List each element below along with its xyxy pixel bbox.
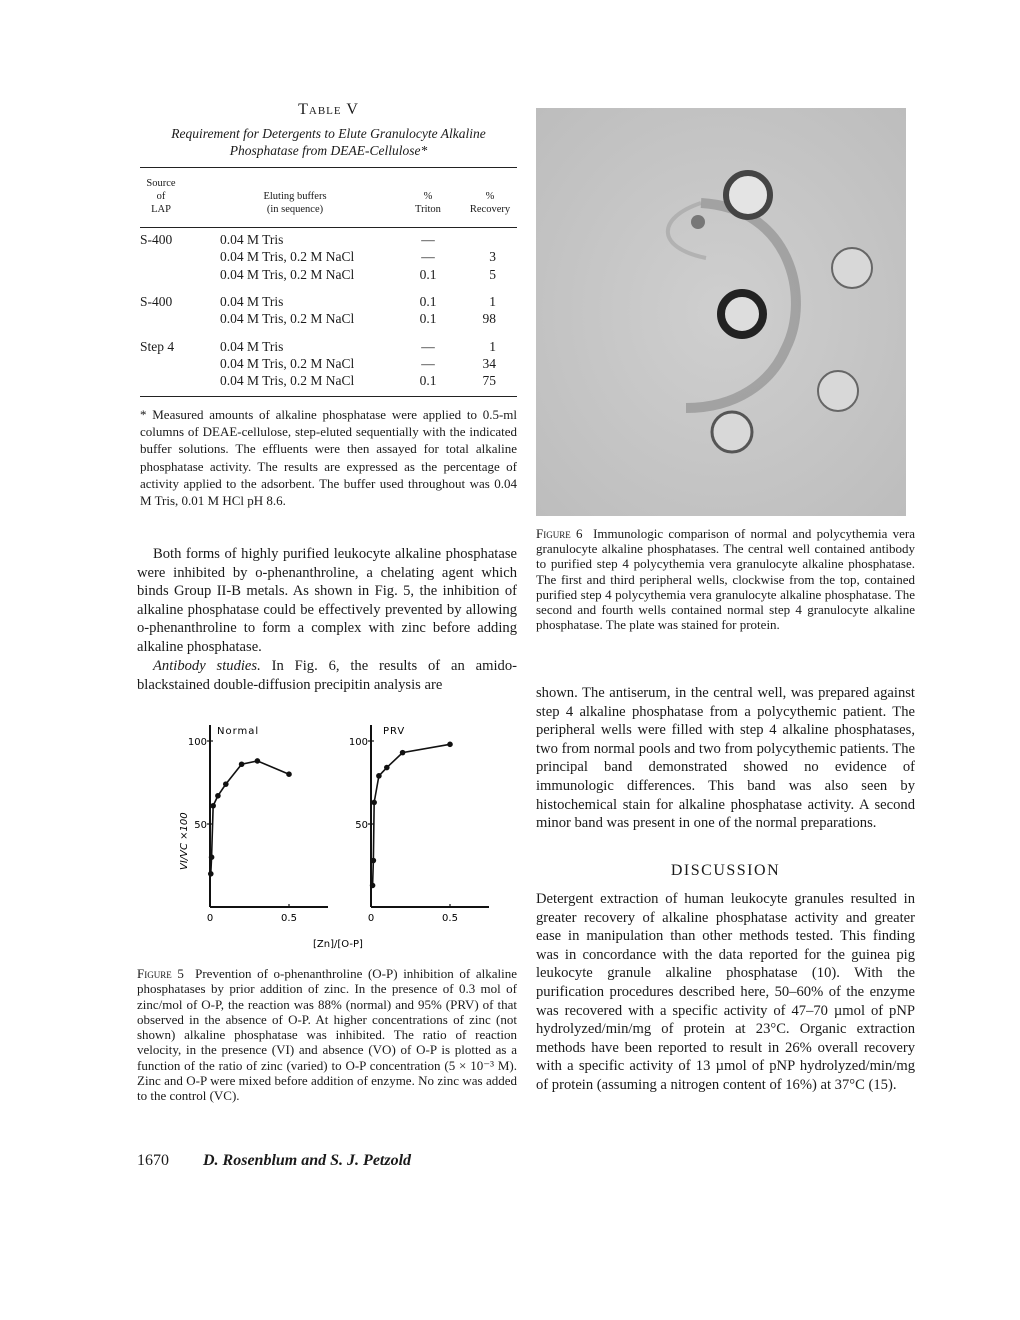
figure-label: Figure 6 (536, 526, 583, 541)
section-run-in-heading: Antibody studies. (153, 658, 261, 674)
header-text: Eluting buffers (263, 191, 327, 202)
data-point (223, 781, 229, 787)
data-point (371, 800, 377, 806)
cell-buffer: 0.04 M Tris, 0.2 M NaCl (220, 311, 355, 327)
data-point (286, 771, 292, 777)
cell-buffer: 0.04 M Tris, 0.2 M NaCl (220, 355, 355, 371)
header-text: % (485, 191, 495, 202)
cell-triton: 0.1 (419, 266, 437, 282)
cell-triton: — (421, 338, 435, 354)
data-point (210, 803, 216, 809)
data-point (215, 793, 221, 799)
x-tick-label: 0 (206, 913, 214, 924)
table-caption-line: Phosphatase from DEAE-Cellulose* (229, 143, 428, 158)
cell-recovery: 98 (482, 311, 496, 327)
cell-recovery: 5 (489, 266, 496, 282)
paragraph: Both forms of highly purified leukocyte alkaline phosphatase were inhibited by o-phenanthroline, a chelating agent which binds Group II-B metals. As shown in Fig. 5, the inhibition of alkaline phosphatase could be effectively prevented by allowing o-phenanthroline to form a complex with zinc before adding alkaline phosphatase. (137, 546, 517, 655)
figure-label: Figure 5 (137, 966, 184, 981)
cell-buffer: 0.04 M Tris (220, 293, 284, 309)
header-text: of (156, 191, 166, 202)
cell-triton: — (421, 232, 435, 247)
x-tick-label: 0 (367, 913, 375, 924)
figure-6-photo (536, 108, 906, 516)
cell-buffer: 0.04 M Tris, 0.2 M NaCl (220, 373, 355, 389)
well-small-spot (691, 215, 705, 229)
data-point (447, 742, 453, 748)
cell-recovery: 75 (482, 373, 496, 389)
data-point (400, 750, 406, 756)
header-text: LAP (151, 204, 171, 215)
x-tick-label: 0.5 (442, 913, 458, 924)
y-axis-label: VI/VC ×100 (179, 812, 190, 870)
panel-title: PRV (383, 726, 406, 737)
data-point (376, 773, 382, 779)
header-text: % (423, 191, 433, 202)
data-point (370, 883, 376, 889)
y-tick-label: 50 (194, 820, 207, 831)
well-lower-right (818, 371, 858, 411)
series-line (373, 744, 450, 885)
caption-text: Immunologic comparison of normal and polycythemia vera granulocyte alkaline phosphatases. The central well contained antibody to purified step 4 polycythemia vera granulocyte alkaline phosphatase. The first and third peripheral wells, clockwise from the top, contained purified step 4 polycythemia vera granulocyte alkaline phosphatase. The second and fourth wells contained normal step 4 granulocyte alkaline phosphatase. The plate was stained for protein. (536, 526, 916, 633)
y-tick-label: 50 (355, 820, 368, 831)
header-text: (in sequence) (266, 204, 324, 215)
cell-triton: — (421, 355, 435, 371)
cell-buffer: 0.04 M Tris, 0.2 M NaCl (220, 266, 355, 282)
well-right (832, 248, 872, 288)
cell-buffer: 0.04 M Tris, 0.2 M NaCl (220, 249, 355, 265)
cell-triton: — (421, 249, 435, 265)
header-text: Source (146, 178, 176, 189)
cell-recovery: 1 (489, 338, 496, 354)
data-point (209, 854, 215, 860)
cell-source: S-400 (140, 232, 173, 247)
data-point (208, 871, 214, 877)
caption-text: Prevention of o-phenanthroline (O-P) inhibition of alkaline phosphatases by prior addition of zinc. In the presence of 0.3 mol of zinc/mol of O-P, the reaction was 88% (normal) and 95% (PRV) of that observed in the absence of O-P. At higher concentrations of zinc (not shown) alkaline phosphatase was inhibited. The ratio of reaction velocity, in the presence (VI) and absence (VO) of O-P is plotted as a function of the ratio of zinc (varied) to O-P concentration (5 × 10⁻³ M). Zinc and O-P were mixed before addition of enzyme. No zinc was added to the control (VC). (137, 966, 517, 1104)
table-caption-line: Requirement for Detergents to Elute Granulocyte Alkaline (171, 126, 486, 141)
cell-recovery: 34 (482, 355, 496, 371)
cell-recovery: 1 (489, 293, 496, 309)
paragraph-text: In Fig. 6, the results of an amido-blackstained double-diffusion precipitin analysis are (137, 658, 517, 693)
cell-buffer: 0.04 M Tris (220, 232, 284, 247)
series-line (211, 761, 289, 874)
cell-source: Step 4 (140, 338, 175, 354)
data-point (384, 765, 390, 771)
paragraph: Detergent extraction of human leukocyte granules resulted in greater recovery of alkaline phosphatase activity and greater ease in manipulation than other methods tested. This finding was in concordance with the data reported for the guinea pig leukocyte granule alkaline phosphatase (10). With the purification procedures described here, 50–60% of the enzyme was recovered with a specific activity of 47–70 µmol of pNP hydrolyzed/min/mg of protein at 23°C. Organic extraction methods have been reported to result in 26% overall recovery with a specific activity of 13 µmol of pNP hydrolyzed/min/mg of protein (assuming a nitrogen content of 16%) at 37°C (15). (536, 891, 915, 1093)
table-title: Table V (298, 101, 359, 118)
cell-triton: 0.1 (419, 311, 437, 327)
table-footnote: * Measured amounts of alkaline phosphatase were applied to 0.5-ml columns of DEAE-cellulose, step-eluted sequentially with the indicated buffer solutions. The effluents were then assayed for total alkaline phosphatase activity. The results are expressed as the percentage of activity applied to the adsorbent. The buffer used throughout was 0.04 M Tris, 0.01 M HCl pH 8.6. (140, 407, 517, 509)
well-top (726, 173, 770, 217)
cell-buffer: 0.04 M Tris (220, 338, 284, 354)
well-bottom (712, 412, 752, 452)
x-axis-label: [Zn]/[O-P] (313, 939, 363, 950)
header-text: Recovery (469, 204, 511, 215)
running-footer-authors: D. Rosenblum and S. J. Petzold (203, 1152, 412, 1169)
data-point (255, 758, 261, 764)
panel-title: Normal (217, 726, 260, 737)
page-number: 1670 (137, 1152, 169, 1169)
figure-6-caption (536, 526, 915, 632)
section-heading-discussion: DISCUSSION (670, 862, 781, 879)
y-tick-label: 100 (348, 737, 368, 748)
header-text: Triton (415, 204, 441, 215)
paragraph: shown. The antiserum, in the central well, was prepared against step 4 alkaline phosphatase from a polycythemic patient. The peripheral wells were filled with step 4 alkaline phosphatases, two from normal pools and two from polycythemic patients. The principal band demonstrated showed no evidence of immunologic differences. This band was also seen by histochemical stain for alkaline phosphatase activity. A second minor band was present in one of the normal preparations. (536, 685, 915, 832)
cell-source: S-400 (140, 293, 173, 309)
y-tick-label: 100 (187, 737, 207, 748)
figure-5-caption (137, 966, 517, 1104)
data-point (371, 858, 377, 864)
data-point (239, 761, 245, 767)
cell-triton: 0.1 (419, 373, 437, 389)
x-tick-label: 0.5 (281, 913, 297, 924)
well-central (721, 293, 763, 335)
cell-recovery: 3 (489, 249, 496, 265)
cell-triton: 0.1 (419, 293, 437, 309)
